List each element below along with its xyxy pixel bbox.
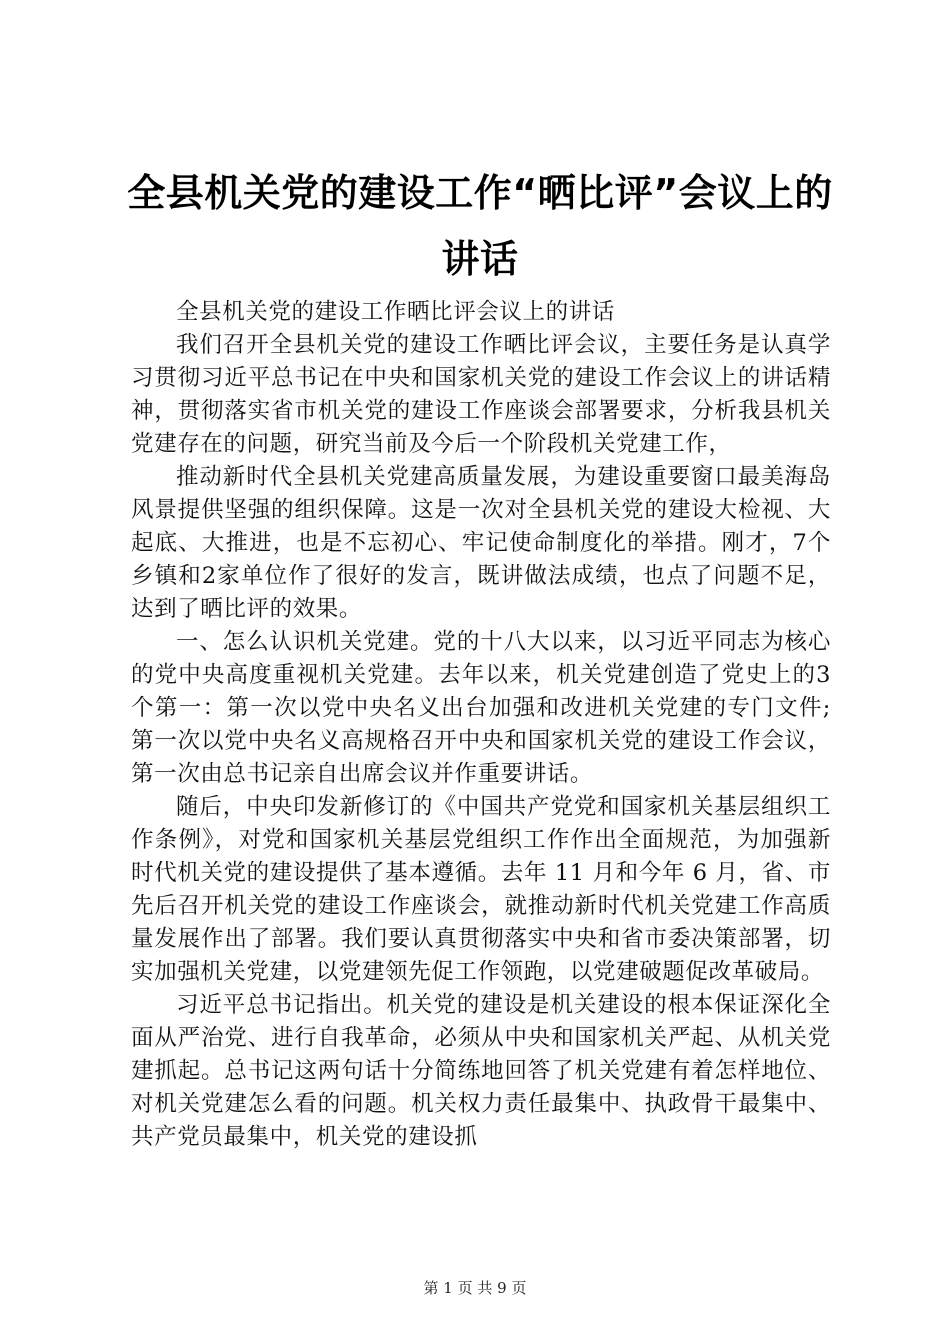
paragraph: 随后，中央印发新修订的《中国共产党党和国家机关基层组织工作条例》，对党和国家机关基层党组织工作作出全面规范，为加强新时代机关党的建设提供了基本遵循。去年 11 月和今年 6 月，省、市先后召开机关党的建设工作座谈会，就推动新时代机关党建工作高质量发展作出了部署。我们要认真贯彻落实中央和省市委决策部署，切实加强机关党建，以党建领先促工作领跑，以党建破题促改革破局。 <box>131 794 831 985</box>
paragraph: 一、怎么认识机关党建。党的十八大以来，以习近平同志为核心的党中央高度重视机关党建。去年以来，机关党建创造了党史上的3个第一：第一次以党中央名义出台加强和改进机关党建的专门文件;第一次以党中央名义高规格召开中央和国家机关党的建设工作会议，第一次由总书记亲自出席会议并作重要讲话。 <box>131 629 831 787</box>
document-body <box>131 296 831 1154</box>
document-title: 全县机关党的建设工作“晒比评”会议上的讲话 <box>127 171 833 281</box>
page-number-footer: 第 1 页 共 9 页 <box>423 1279 527 1297</box>
paragraph: 我们召开全县机关党的建设工作晒比评会议，主要任务是认真学习贯彻习近平总书记在中央和国家机关党的建设工作会议上的讲话精神，贯彻落实省市机关党的建设工作座谈会部署要求，分析我县机关党建存在的问题，研究当前及今后一个阶段机关党建工作， <box>131 332 831 457</box>
paragraph: 推动新时代全县机关党建高质量发展，为建设重要窗口最美海岛风景提供坚强的组织保障。这是一次对全县机关党的建设大检视、大起底、大推进，也是不忘初心、牢记使命制度化的举措。刚才，7个乡镇和2家单位作了很好的发言，既讲做法成绩，也点了问题不足，达到了晒比评的效果。 <box>131 464 831 622</box>
paragraph: 全县机关党的建设工作晒比评会议上的讲话 <box>176 299 615 325</box>
paragraph: 习近平总书记指出。机关党的建设是机关建设的根本保证深化全面从严治党、进行自我革命，必须从中央和国家机关严起、从机关党建抓起。总书记这两句话十分简练地回答了机关党建有着怎样地位、对机关党建怎么看的问题。机关权力责任最集中、执政骨干最集中、共产党员最集中，机关党的建设抓 <box>131 992 831 1150</box>
